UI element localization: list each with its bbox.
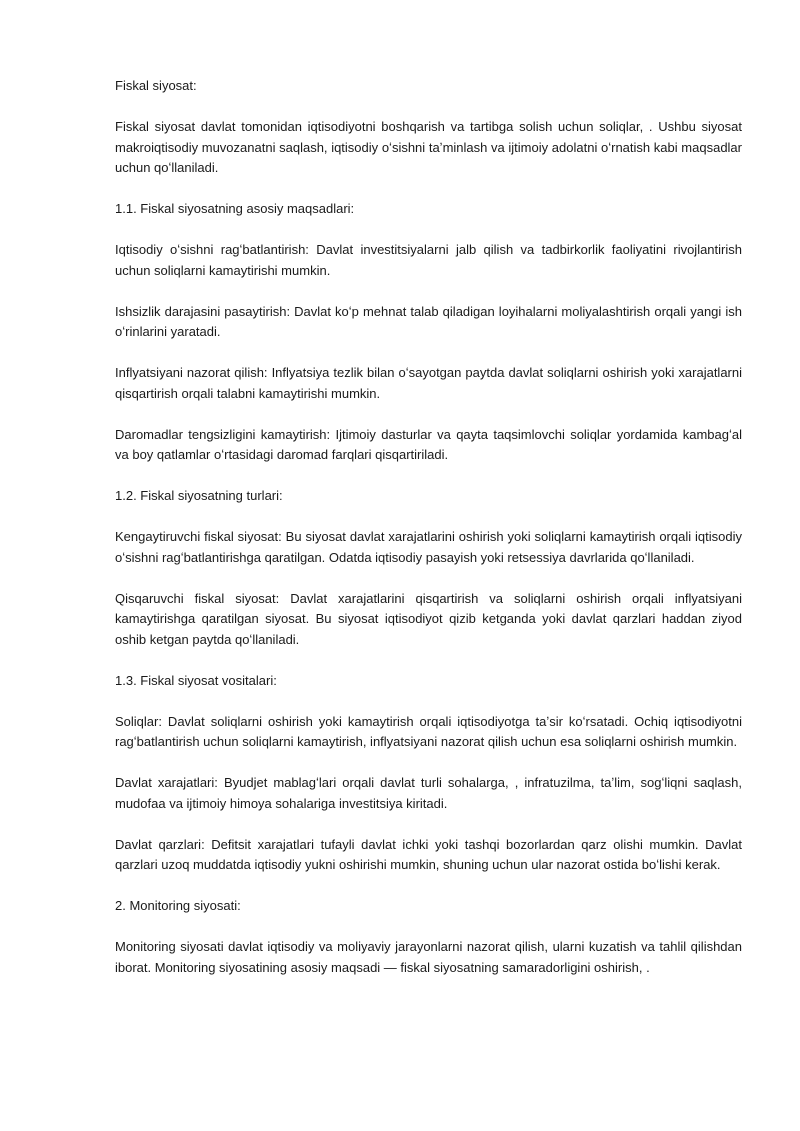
paragraph-davlat-xarajatlari: Davlat xarajatlari: Byudjet mablagʻlari orqali davlat turli sohalarga, , infratuzilma, taʼlim, sogʻliqni saqlash, mudofaa va ijtimoiy himoya sohalariga investitsiya kiritadi. [115, 775, 742, 811]
paragraph-davlat-qarzlari: Davlat qarzlari: Defitsit xarajatlari tufayli davlat ichki yoki tashqi bozorlardan qarz olishi mumkin. Davlat qarzlari uzoq muddatda iqtisodiy yukni oshirishi mumkin, shuning uchun ular nazorat ostida boʻlishi kerak. [115, 836, 742, 872]
section-heading-fiskal-siyosat: Fiskal siyosat: [115, 78, 197, 93]
paragraph-qisqaruvchi: Qisqaruvchi fiskal siyosat: Davlat xarajatlarini qisqartirish va soliqlarni oshirish orqali inflyatsiyani kamaytirishga qaratilgan siyosat. Bu siyosat iqtisodiyot qizib ketganda yoki davlat qarzlari haddan ziyod oshib ketgan paytda qoʻllaniladi. [115, 590, 742, 647]
paragraph-inflyatsiya: Inflyatsiyani nazorat qilish: Inflyatsiya tezlik bilan oʻsayotgan paytda davlat soliqlarni oshirish yoki xarajatlarni qisqartirish orqali talabni kamaytirishi mumkin. [115, 365, 742, 401]
paragraph-kengaytiruvchi: Kengaytiruvchi fiskal siyosat: Bu siyosat davlat xarajatlarini oshirish yoki soliqlarni kamaytirish orqali iqtisodiy oʻsishni ragʻbatlantirishga qaratilgan. Odatda iqtisodiy pasayish yoki retsessiya davrlarida qoʻllaniladi. [115, 529, 742, 565]
section-heading-1-3: 1.3. Fiskal siyosat vositalari: [115, 672, 277, 688]
section-heading-1-1: 1.1. Fiskal siyosatning asosiy maqsadlari: [115, 201, 355, 216]
section-heading-2: 2. Monitoring siyosati: [115, 898, 241, 913]
section-heading-1-2: 1.2. Fiskal siyosatning turlari: [115, 488, 283, 503]
paragraph-monitoring: Monitoring siyosati davlat iqtisodiy va moliyaviy jarayonlarni nazorat qilish, ularni kuzatish va tahlil qilishdan iborat. Monitoring siyosatining asosiy maqsadi — fiskal siyosatning samaradorligini oshirish, . [115, 939, 742, 975]
paragraph-daromadlar: Daromadlar tengsizligini kamaytirish: Ijtimoiy dasturlar va qayta taqsimlovchi soliqlar yordamida kambagʻal va boy qatlamlar oʻrtasidagi daromad farqlari qisqartiriladi. [115, 426, 742, 462]
paragraph-ishsizlik: Ishsizlik darajasini pasaytirish: Davlat koʻp mehnat talab qiladigan loyihalarni moliyalashtirish orqali yangi ish oʻrinlarini yaratadi. [115, 303, 742, 339]
document-page [115, 76, 742, 999]
paragraph-soliqlar: Soliqlar: Davlat soliqlarni oshirish yoki kamaytirish orqali iqtisodiyotga taʼsir koʻrsatadi. Ochiq iqtisodiyotni ragʻbatlantirish uchun soliqlarni kamaytirish, inflyatsiyani nazorat qilish uchun esa soliqlarni oshirish mumkin. [115, 713, 742, 749]
paragraph-iqtisodiy-osish: Iqtisodiy oʻsishni ragʻbatlantirish: Davlat investitsiyalarni jalb qilish va tadbirkorlik faoliyatini rivojlantirish uchun soliqlarni kamaytirishi mumkin. [115, 242, 742, 278]
paragraph-fiskal-definition: Fiskal siyosat davlat tomonidan iqtisodiyotni boshqarish va tartibga solish uchun soliqlar, . Ushbu siyosat makroiqtisodiy muvozanatni saqlash, iqtisodiy oʻsishni taʼminlash va ijtimoiy adolatni oʻrnatish kabi maqsadlar uchun qoʻllaniladi. [115, 119, 742, 175]
